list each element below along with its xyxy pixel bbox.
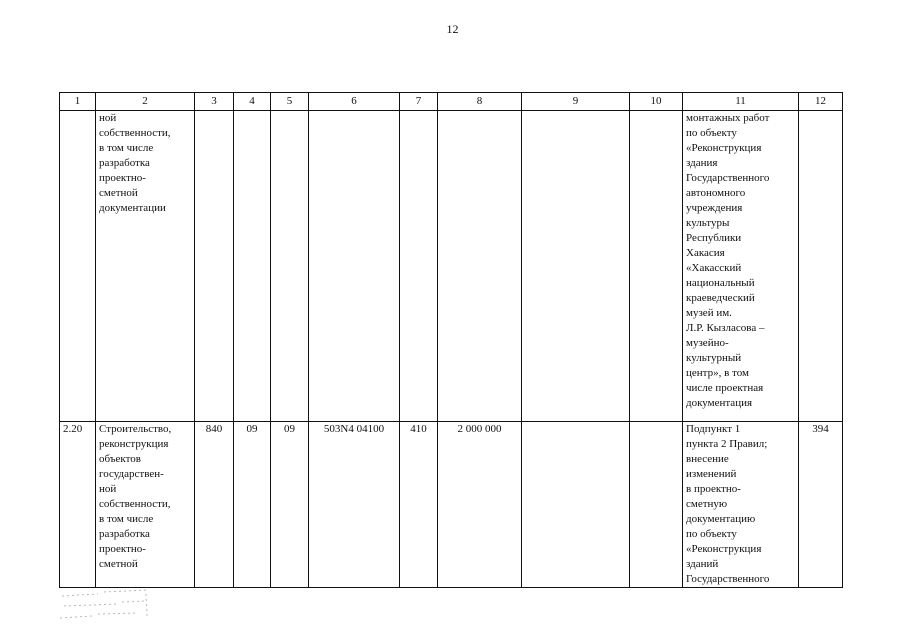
cell-amount [438,111,522,422]
cell-col-4: 09 [234,422,271,588]
cell-col-5: 09 [271,422,309,588]
cell-item-number [60,111,96,422]
header-col-3: 3 [195,93,234,111]
header-row [60,93,843,111]
cell-col-7 [400,111,438,422]
cell-item-number: 2.20 [60,422,96,588]
cell-description: Строительство, реконструкция объектов государствен- ной собственности, в том числе разработка проектно- сметной [96,422,195,588]
cell-col-3 [195,111,234,422]
cell-col-5 [271,111,309,422]
header-col-4: 4 [234,93,271,111]
budget-table [59,92,843,588]
cell-basis: Подпункт 1 пункта 2 Правил; внесение изменений в проектно- сметную документацию по объекту «Реконструкция зданий Государственного [683,422,799,588]
cell-col-6 [309,111,400,422]
cell-amount: 2 000 000 [438,422,522,588]
cell-col-7: 410 [400,422,438,588]
header-col-6: 6 [309,93,400,111]
cell-col-10 [630,111,683,422]
header-col-10: 10 [630,93,683,111]
cell-col-9 [522,111,630,422]
cell-col-10 [630,422,683,588]
header-col-2: 2 [96,93,195,111]
cell-col-6: 503N4 04100 [309,422,400,588]
header-col-5: 5 [271,93,309,111]
cell-col-12 [799,111,843,422]
page-number: 12 [446,22,459,36]
header-col-1: 1 [60,93,96,111]
table-row [60,111,843,422]
header-col-7: 7 [400,93,438,111]
header-col-12: 12 [799,93,843,111]
cell-col-12: 394 [799,422,843,588]
cell-col-9 [522,422,630,588]
header-col-8: 8 [438,93,522,111]
cell-col-4 [234,111,271,422]
faint-stamp-marks [58,586,153,626]
cell-description: ной собственности, в том числе разработка проектно- сметной документации [96,111,195,422]
cell-basis: монтажных работ по объекту «Реконструкция здания Государственного автономного учреждения культуры Республики Хакасия «Хакасский национальный краеведческий музей им. Л.Р. Кызласова – музейно- культурный центр», в том числе проектная документация [683,111,799,422]
header-col-11: 11 [683,93,799,111]
header-col-9: 9 [522,93,630,111]
table-row [60,422,843,588]
cell-col-3: 840 [195,422,234,588]
